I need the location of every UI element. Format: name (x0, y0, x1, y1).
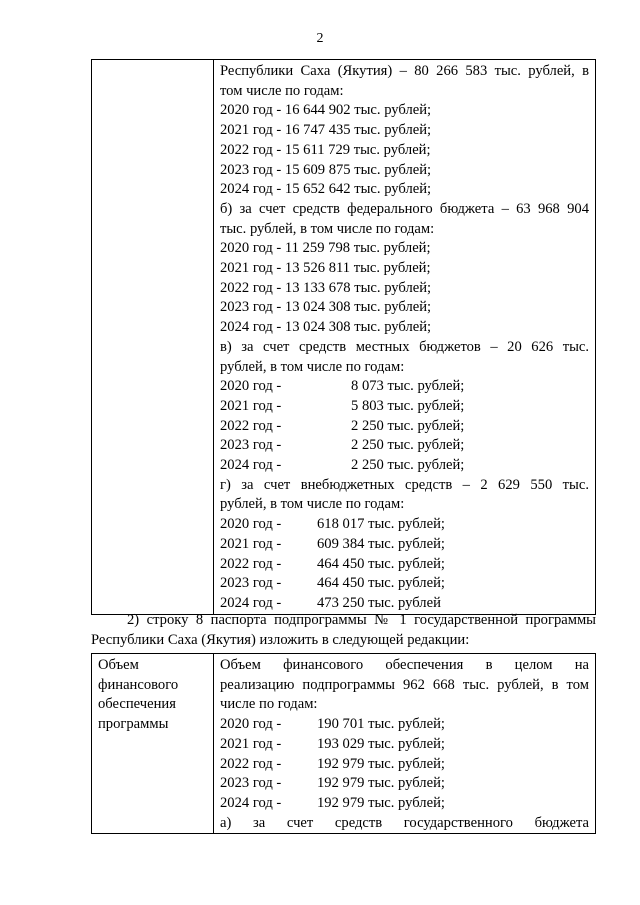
funding-table-continuation (91, 59, 596, 615)
text-line: г) за счет внебюджетных средств – 2 629 550 тыс. (220, 476, 589, 493)
paragraph-line: Республики Саха (Якутия) изложить в следующей редакции: (91, 631, 470, 648)
text-line (220, 456, 589, 476)
table-cell-funding-text (214, 60, 596, 615)
amount-value: 190 701 тыс. рублей; (317, 716, 445, 733)
text-line (220, 574, 589, 594)
amount-value: 8 073 тыс. рублей; (351, 378, 465, 395)
amount-value: 618 017 тыс. рублей; (317, 516, 445, 533)
year-label: 2023 год - (220, 775, 282, 792)
text-line: тыс. рублей, в том числе по годам: (220, 220, 435, 237)
text-line: числе по годам: (220, 696, 318, 713)
year-label: 2023 год - (220, 437, 282, 454)
text-line (220, 535, 589, 555)
amount-value: 193 029 тыс. рублей; (317, 735, 445, 752)
text-line (220, 555, 589, 575)
year-label: 2020 год - (220, 516, 282, 533)
amount-value: 192 979 тыс. рублей; (317, 794, 445, 811)
year-label: 2024 год - (220, 457, 282, 474)
text-line: 2022 год - 13 133 678 тыс. рублей; (220, 279, 432, 296)
heading-line: Объем (98, 657, 139, 673)
table-row (92, 654, 596, 834)
year-label: 2022 год - (220, 417, 282, 434)
amount-value: 192 979 тыс. рублей; (317, 775, 445, 792)
amount-value: 464 450 тыс. рублей; (317, 575, 445, 592)
text-line: 2020 год - 11 259 798 тыс. рублей; (220, 240, 431, 257)
text-line (220, 774, 589, 794)
text-line (220, 377, 589, 397)
year-label: 2024 год - (220, 794, 282, 811)
year-label: 2021 год - (220, 735, 282, 752)
text-line: 2023 год - 15 609 875 тыс. рублей; (220, 161, 432, 178)
text-line: Республики Саха (Якутия) – 80 266 583 тыс. рублей, в (220, 63, 589, 79)
table-cell-heading (92, 654, 214, 834)
text-line: рублей, в том числе по годам: (220, 358, 405, 375)
table-cell-empty (92, 60, 214, 615)
text-line: а) за счет средств государственного бюджета (220, 814, 589, 831)
amount-value: 192 979 тыс. рублей; (317, 755, 445, 772)
amount-value: 5 803 тыс. рублей; (351, 397, 465, 414)
year-label: 2023 год - (220, 575, 282, 592)
text-line: 2021 год - 16 747 435 тыс. рублей; (220, 122, 432, 139)
text-line (220, 794, 589, 814)
paragraph-line: 2) строку 8 паспорта подпрограммы № 1 государственной программы (127, 612, 596, 628)
text-line: 2020 год - 16 644 902 тыс. рублей; (220, 102, 432, 119)
text-line (220, 417, 589, 437)
table-row (92, 60, 596, 615)
year-label: 2021 год - (220, 535, 282, 552)
year-label: 2024 год - (220, 594, 282, 611)
amendment-paragraph (91, 611, 596, 650)
year-label: 2022 год - (220, 755, 282, 772)
text-line: б) за счет средств федерального бюджета – 63 968 904 (220, 200, 589, 217)
text-line (220, 755, 589, 775)
text-line: 2022 год - 15 611 729 тыс. рублей; (220, 141, 431, 158)
amount-value: 2 250 тыс. рублей; (351, 417, 465, 434)
text-line (220, 397, 589, 417)
heading-line: обеспечения (98, 696, 176, 713)
text-line (220, 515, 589, 535)
text-line: в) за счет средств местных бюджетов – 20 626 тыс. (220, 338, 589, 355)
year-label: 2021 год - (220, 397, 282, 414)
text-line: том числе по годам: (220, 82, 344, 99)
text-line: 2023 год - 13 024 308 тыс. рублей; (220, 299, 432, 316)
table-cell-funding-text (214, 654, 596, 834)
page-number: 2 (316, 31, 324, 46)
year-label: 2020 год - (220, 716, 282, 733)
amount-value: 609 384 тыс. рублей; (317, 535, 445, 552)
subprogram-funding-table (91, 653, 596, 834)
amount-value: 2 250 тыс. рублей; (351, 437, 465, 454)
text-line: 2024 год - 15 652 642 тыс. рублей; (220, 181, 432, 198)
year-label: 2022 год - (220, 555, 282, 572)
text-line: рублей, в том числе по годам: (220, 496, 405, 513)
text-line (220, 436, 589, 456)
text-line (220, 715, 589, 735)
text-line (220, 735, 589, 755)
heading-line: финансового (98, 676, 179, 693)
amount-value: 2 250 тыс. рублей; (351, 457, 465, 474)
text-line: реализацию подпрограммы 962 668 тыс. рублей, в том (220, 676, 589, 693)
text-line: Объем финансового обеспечения в целом на (220, 657, 589, 673)
amount-value: 464 450 тыс. рублей; (317, 555, 445, 572)
text-line: 2024 год - 13 024 308 тыс. рублей; (220, 319, 432, 336)
amount-value: 473 250 тыс. рублей (317, 594, 441, 611)
year-label: 2020 год - (220, 378, 282, 395)
text-line: 2021 год - 13 526 811 тыс. рублей; (220, 260, 431, 277)
heading-line: программы (98, 716, 169, 733)
